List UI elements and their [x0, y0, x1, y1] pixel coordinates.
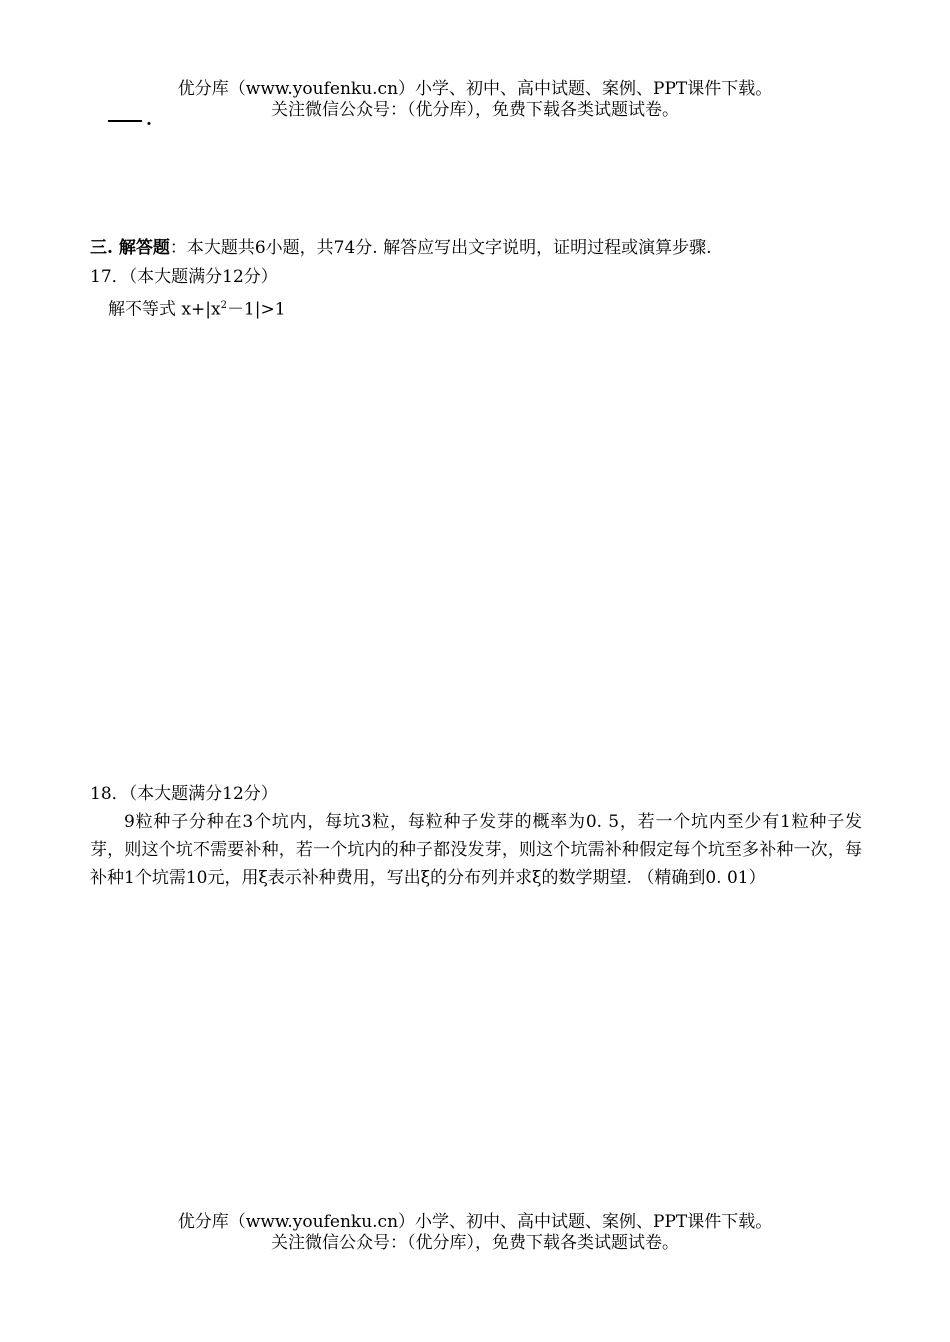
section-3-label: 三. 解答题 — [90, 238, 170, 258]
previous-answer-blank — [108, 108, 152, 132]
question-18-number: 18．（本大题满分12分） — [90, 784, 278, 804]
question-18-body: 9粒种子分种在3个坑内，每坑3粒，每粒种子发芽的概率为0. 5，若一个坑内至少有1粒种子发芽，则这个坑不需要补种，若一个坑内的种子都没发芽，则这个坑需补种假定每个坑至多补种一次，每补种1个坑需10元，用ξ表示补种费用，写出ξ的分布列并求ξ的数学期望. （精确到0. 01） — [90, 812, 862, 888]
section-3-heading — [90, 236, 712, 260]
footer-line-1: 优分库（www.youfenku.cn）小学、初中、高中试题、案例、PPT课件下载。 — [177, 1212, 773, 1232]
q17-text-after: －1|>1 — [226, 299, 286, 320]
header-line-1: 优分库（www.youfenku.cn）小学、初中、高中试题、案例、PPT课件下载。 — [177, 79, 773, 99]
answer-underline — [108, 120, 142, 122]
footer-line-2: 关注微信公众号：（优分库），免费下载各类试题试卷。 — [271, 1233, 679, 1253]
section-3-instructions: ：本大题共6小题，共74分. 解答应写出文字说明，证明过程或演算步骤. — [169, 238, 712, 258]
q17-text-before: 解不等式 x+|x — [108, 299, 221, 320]
question-17-text — [108, 294, 286, 322]
header-line-2: 关注微信公众号：（优分库），免费下载各类试题试卷。 — [271, 100, 679, 120]
blank-period: . — [146, 110, 152, 130]
q17-exponent: 2 — [220, 300, 227, 311]
question-17-number: 17．（本大题满分12分） — [90, 267, 278, 287]
